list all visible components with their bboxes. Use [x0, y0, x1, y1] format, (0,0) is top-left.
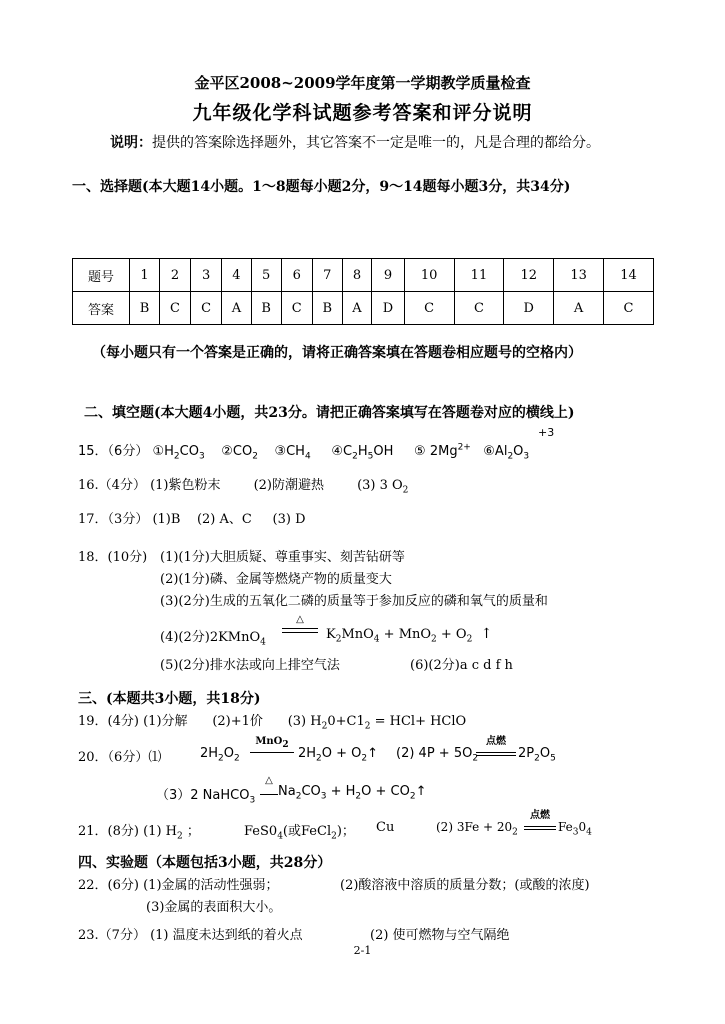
table-cell: B [312, 292, 342, 325]
table-cell: 7 [312, 259, 342, 292]
table-cell: C [281, 292, 312, 325]
catalyst-condition: MnO2 [255, 736, 289, 750]
q18-a6: (6)(2分)a c d f h [410, 658, 513, 673]
q16-a3: (3) 3 $O_2$ [357, 478, 409, 496]
q15-a1: $①H_2CO_3$ [152, 444, 205, 462]
answer-table [72, 258, 654, 325]
table-cell: C [454, 292, 504, 325]
q20-eq1-reactant: $2H_2O_2$ [200, 746, 240, 764]
table-cell: B [130, 292, 160, 325]
table-cell: B [251, 292, 281, 325]
note [110, 132, 600, 152]
q21-a2: $FeS0_4$(或FeCl$_2$)； [244, 824, 355, 842]
section-4-heading: 四、实验题（本题包括3小题，共28分） [78, 855, 332, 871]
heat-condition: △ [296, 614, 304, 625]
table-cell: 13 [554, 259, 604, 292]
q18-a2: (2)(1分)磷、金属等燃烧产物的质量变大 [160, 572, 392, 587]
table-cell: 12 [504, 259, 554, 292]
q20-eq2-products: $2P_2O_5$ [518, 746, 556, 764]
reaction-bar [250, 752, 294, 753]
table-cell: C [159, 292, 190, 325]
table-cell: 4 [222, 259, 252, 292]
section-1-footnote: （每小题只有一个答案是正确的，请将正确答案填在答题卷相应题号的空格内） [92, 345, 582, 361]
q20-num: 20．（6分）⑴ [78, 750, 162, 765]
table-cell: C [191, 292, 222, 325]
q19-a1: (1)分解 [143, 714, 188, 729]
reaction-bar [524, 829, 556, 830]
q22-num: 22．(6分) [78, 878, 139, 893]
q15-a4: $④C_2H_5OH$ [331, 444, 394, 462]
table-row-answers [73, 292, 654, 325]
q23-a2: (2) 使可燃物与空气隔绝 [370, 928, 510, 943]
q19-a2: (2)+1价 [212, 714, 263, 729]
table-cell: 8 [342, 259, 372, 292]
q15-a5: ⑤ $2Mg^{2+}$ [414, 442, 471, 459]
q22-a2: (2)酸溶液中溶质的质量分数；(或酸的浓度) [340, 878, 590, 893]
table-cell: 11 [454, 259, 504, 292]
page-number: 2-1 [353, 944, 372, 957]
q21-a3: Cu [376, 820, 395, 835]
section-3-heading: 三、(本题共3小题，共18分) [78, 691, 261, 707]
q16-a1: (1)紫色粉末 [150, 478, 221, 493]
q22-a3: (3)金属的表面积大小。 [146, 900, 282, 915]
q16-a2: (2)防潮避热 [253, 478, 324, 493]
equal-bar [282, 628, 318, 629]
table-cell: 3 [191, 259, 222, 292]
table-cell: 2 [159, 259, 190, 292]
q15-a2: $②CO_2$ [221, 444, 258, 462]
reaction-bar [524, 826, 556, 827]
section-1-heading: 一、选择题(本大题14小题。1～8题每小题2分，9～14题每小题3分，共34分) [72, 179, 571, 195]
section-2-heading: 二、填空题(本大题4小题，共23分。请把正确答案填写在答题卷对应的横线上) [84, 405, 575, 421]
q21-num: 21．(8分) [78, 824, 139, 839]
table-cell: 1 [130, 259, 160, 292]
row-label-number: 题号 [73, 259, 130, 292]
q21 [78, 820, 200, 842]
q15-a3: $③CH_4$ [274, 444, 311, 462]
q17 [78, 508, 306, 527]
table-cell: C [604, 292, 654, 325]
q18-a4: (4)(2分)2KMnO$_4$ [160, 630, 266, 648]
q22 [78, 874, 279, 893]
title-line-2: 九年级化学科试题参考答案和评分说明 [192, 102, 533, 124]
q19-num: 19．(4分) [78, 714, 139, 729]
q15-num: 15．（6分） [78, 444, 149, 459]
q23 [78, 924, 303, 943]
heat-condition: △ [265, 775, 273, 786]
equal-bar [282, 632, 318, 633]
q17-a1: (1)B [152, 512, 181, 527]
q20-eq1-products: $2H_2O$ + $O_2↑$ [298, 746, 379, 764]
q23-num: 23.（7分） [78, 928, 146, 943]
table-cell: 10 [404, 259, 454, 292]
q22-a1: (1)金属的活动性强弱； [143, 878, 279, 893]
q21-a1: (1) $H_2$ ； [143, 824, 200, 842]
q18-a4-products: $K_2MnO_4 + MnO_2 + O_2$ ↑ [326, 626, 493, 645]
table-cell: 14 [604, 259, 654, 292]
table-cell: A [222, 292, 252, 325]
q20-eq3-products: $Na_2CO_3 + H_2O$ + $CO_2↑$ [278, 784, 427, 802]
q18-a3: (3)(2分)生成的五氧化二磷的质量等于参加反应的磷和氧气的质量和 [160, 594, 548, 609]
q23-a1: (1) 温度未达到纸的着火点 [150, 928, 303, 943]
q15-a6: $⑥Al_2O_3$ [483, 444, 530, 462]
q19-a3: (3) $H_20+C1_2 = HCl+$ HClO [287, 714, 467, 732]
table-cell: D [504, 292, 554, 325]
note-text: 提供的答案除选择题外，其它答案不一定是唯一的，凡是合理的都给分。 [152, 135, 600, 151]
q17-num: 17．（3分） [78, 512, 149, 527]
ignite-condition: 点燃 [486, 736, 506, 747]
table-cell: A [342, 292, 372, 325]
table-cell: D [372, 292, 404, 325]
table-cell: A [554, 292, 604, 325]
q21-a4: (2) $3Fe + 20_2$ [436, 820, 518, 838]
q20-eq2-reactant: (2) $4P + 5O_2$ [396, 746, 479, 764]
q18-a5: (5)(2分)排水法或向上排空气法 [160, 658, 340, 673]
table-cell: 6 [281, 259, 312, 292]
table-row-numbers [73, 259, 654, 292]
reaction-bar [476, 755, 516, 756]
q21-a4-products: $Fe_30_4$ [558, 820, 592, 838]
q19 [78, 710, 466, 732]
note-label: 说明： [110, 135, 152, 151]
row-label-answer: 答案 [73, 292, 130, 325]
table-cell: 9 [372, 259, 404, 292]
q15 [78, 440, 529, 462]
ignite-condition: 点燃 [530, 810, 550, 821]
q17-a2: (2) A、C [196, 512, 252, 527]
reaction-bar [260, 794, 278, 795]
q16-num: 16.（4分） [78, 478, 146, 493]
table-cell: 5 [251, 259, 281, 292]
q20-eq3-reactant: （3）2 NaHCO$_3$ [156, 788, 256, 806]
title-line-1: 金平区2008~2009学年度第一学期教学质量检查 [194, 74, 531, 92]
q15-a6-valence: +3 [538, 426, 555, 439]
reaction-bar [476, 752, 516, 753]
q17-a3: (3) D [272, 512, 306, 527]
table-cell: C [404, 292, 454, 325]
q18-a1: (1)(1分)大胆质疑、尊重事实、刻苦钻研等 [160, 550, 405, 565]
q16 [78, 474, 408, 496]
q18-num: 18．(10分) [78, 550, 148, 565]
